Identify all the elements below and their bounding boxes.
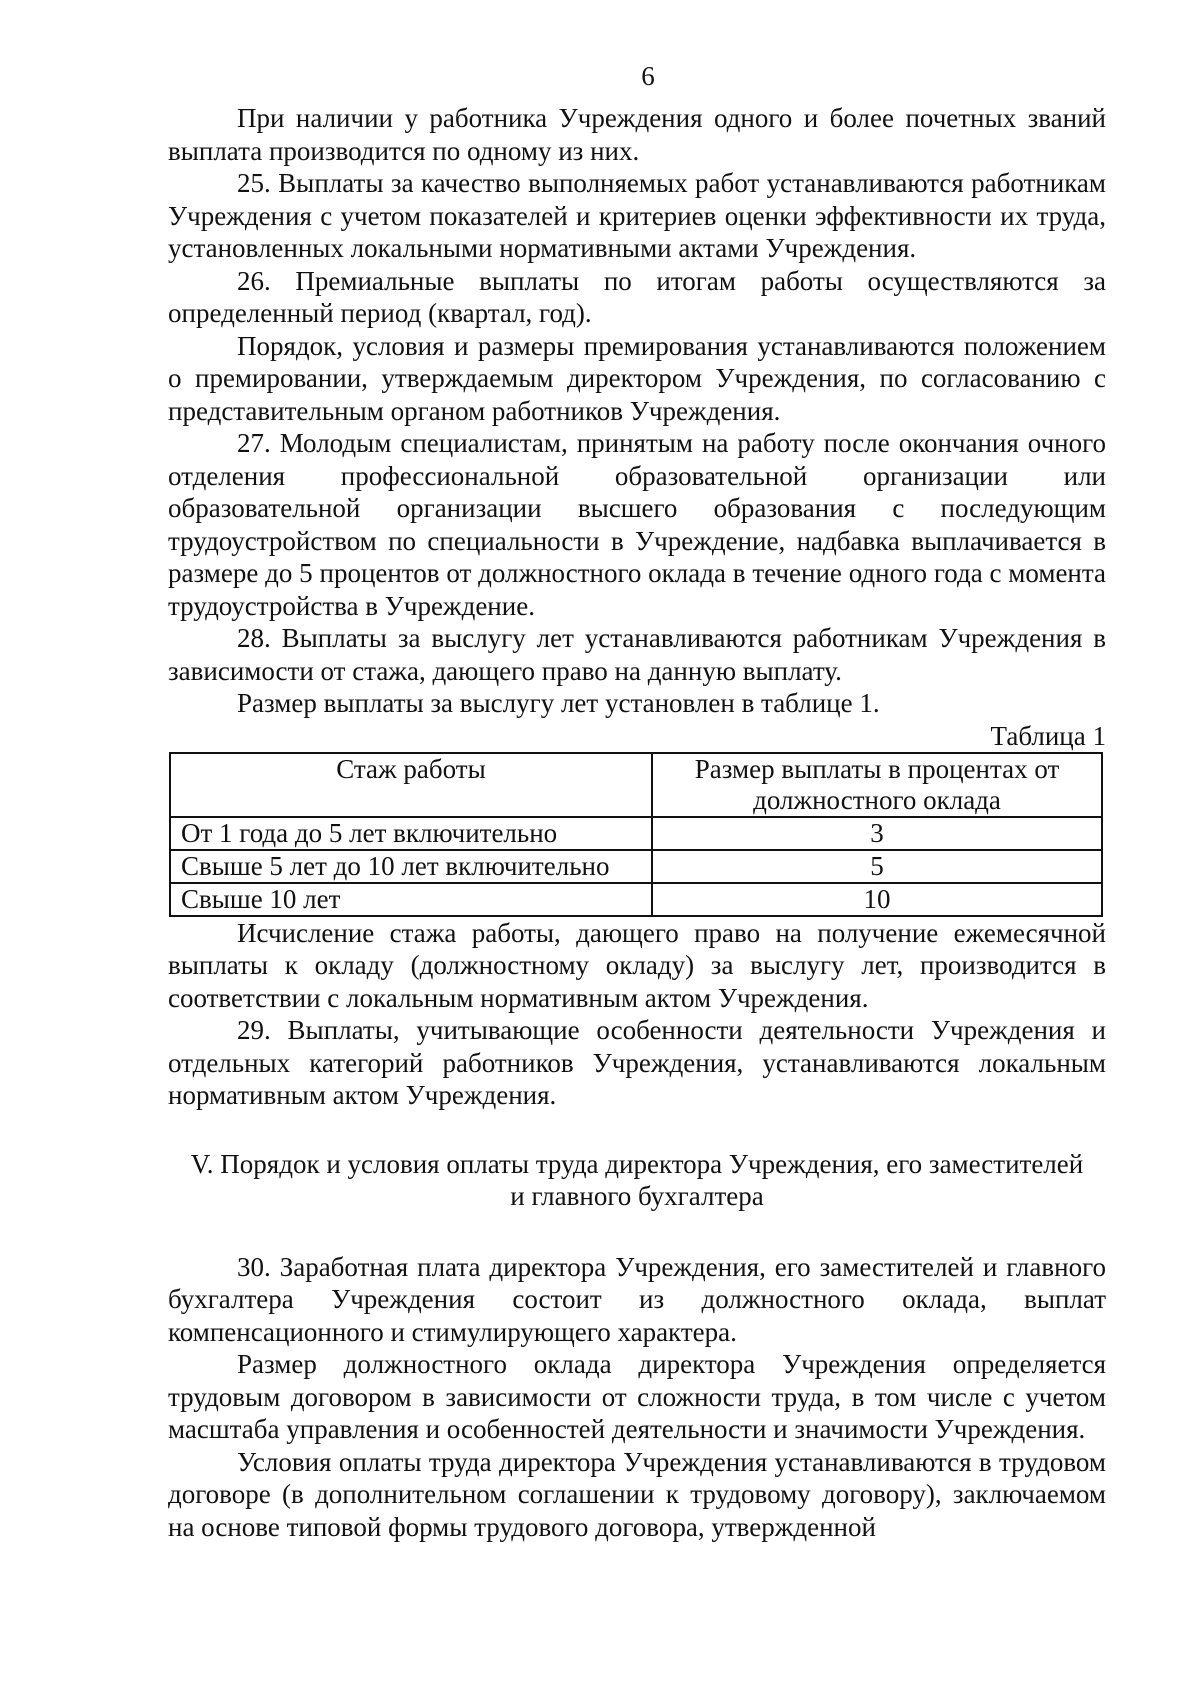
paragraph: Исчисление стажа работы, дающего право на получение ежемесячной выплаты к окладу (должностному окладу) за выслугу лет, производится в соответствии с локальным нормативным актом Учреждения. [168,917,1106,1013]
table-caption: Таблица 1 [990,720,1106,751]
paragraph: Размер выплаты за выслугу лет установлен в таблице 1. [237,688,880,718]
table-cell-percent: 3 [652,817,1102,850]
paragraph: Условия оплаты труда директора Учреждения устанавливаются в трудовом договоре (в дополнительном соглашении к трудовому договору), заключаемом на основе типовой формы трудового договора, утвержденной [168,1446,1106,1542]
section-heading [168,1148,1106,1213]
table-row [170,817,1102,850]
table-cell-experience: Свыше 5 лет до 10 лет включительно [170,850,652,883]
table-cell-percent: 5 [652,850,1102,883]
section-heading-line-2: и главного бухгалтера [510,1181,764,1211]
table-header-row [170,753,1102,817]
paragraph-item-29: 29. Выплаты, учитывающие особенности деятельности Учреждения и отдельных категорий работников Учреждения, устанавливаются локальным нормативным актом Учреждения. [168,1015,1106,1110]
paragraph-item-28: 28. Выплаты за выслугу лет устанавливаются работникам Учреждения в зависимости от стажа, дающего право на данную выплату. [168,623,1106,686]
seniority-table [169,752,1103,917]
paragraph: Порядок, условия и размеры премирования устанавливаются положением о премировании, утверждаемым директором Учреждения, по согласованию с представительным органом работников Учреждения. [168,330,1106,426]
table-header-experience: Стаж работы [170,753,652,817]
paragraph: Размер должностного оклада директора Учреждения определяется трудовым договором в зависимости от сложности труда, в том числе с учетом масштаба управления и особенностей деятельности и значимости Учреждения. [168,1349,1106,1444]
paragraph-item-27: 27. Молодым специалистам, принятым на работу после окончания очного отделения профессиональной образовательной организации или образовательной организации высшего образования с последующим трудоустройством по специальности в Учреждение, надбавка выплачивается в размере до 5 процентов от должностного оклада в течение одного года с момента трудоустройства в Учреждение. [168,428,1106,621]
paragraph-item-30: 30. Заработная плата директора Учреждения, его заместителей и главного бухгалтера Учреждения состоит из должностного оклада, выплат компенсационного и стимулирующего характера. [168,1251,1106,1347]
paragraph-item-25: 25. Выплаты за качество выполняемых работ устанавливаются работникам Учреждения с учетом показателей и критериев оценки эффективности их труда, установленных локальными нормативными актами Учреждения. [168,168,1106,263]
paragraph-item-26: 26. Премиальные выплаты по итогам работы осуществляются за определенный период (квартал, год). [168,265,1106,328]
table-header-payment-percent: Размер выплаты в процентах от должностного оклада [652,753,1102,817]
document-page [168,60,1106,1543]
table-cell-experience: Свыше 10 лет [170,883,652,916]
table-cell-percent: 10 [652,883,1102,916]
section-heading-line-1: V. Порядок и условия оплаты труда директора Учреждения, его заместителей [190,1148,1084,1179]
table-cell-experience: От 1 года до 5 лет включительно [170,817,652,850]
page-number: 6 [641,61,655,91]
table-row [170,850,1102,883]
table-row [170,883,1102,916]
paragraph: При наличии у работника Учреждения одного и более почетных званий выплата производится по одному из них. [168,103,1106,166]
